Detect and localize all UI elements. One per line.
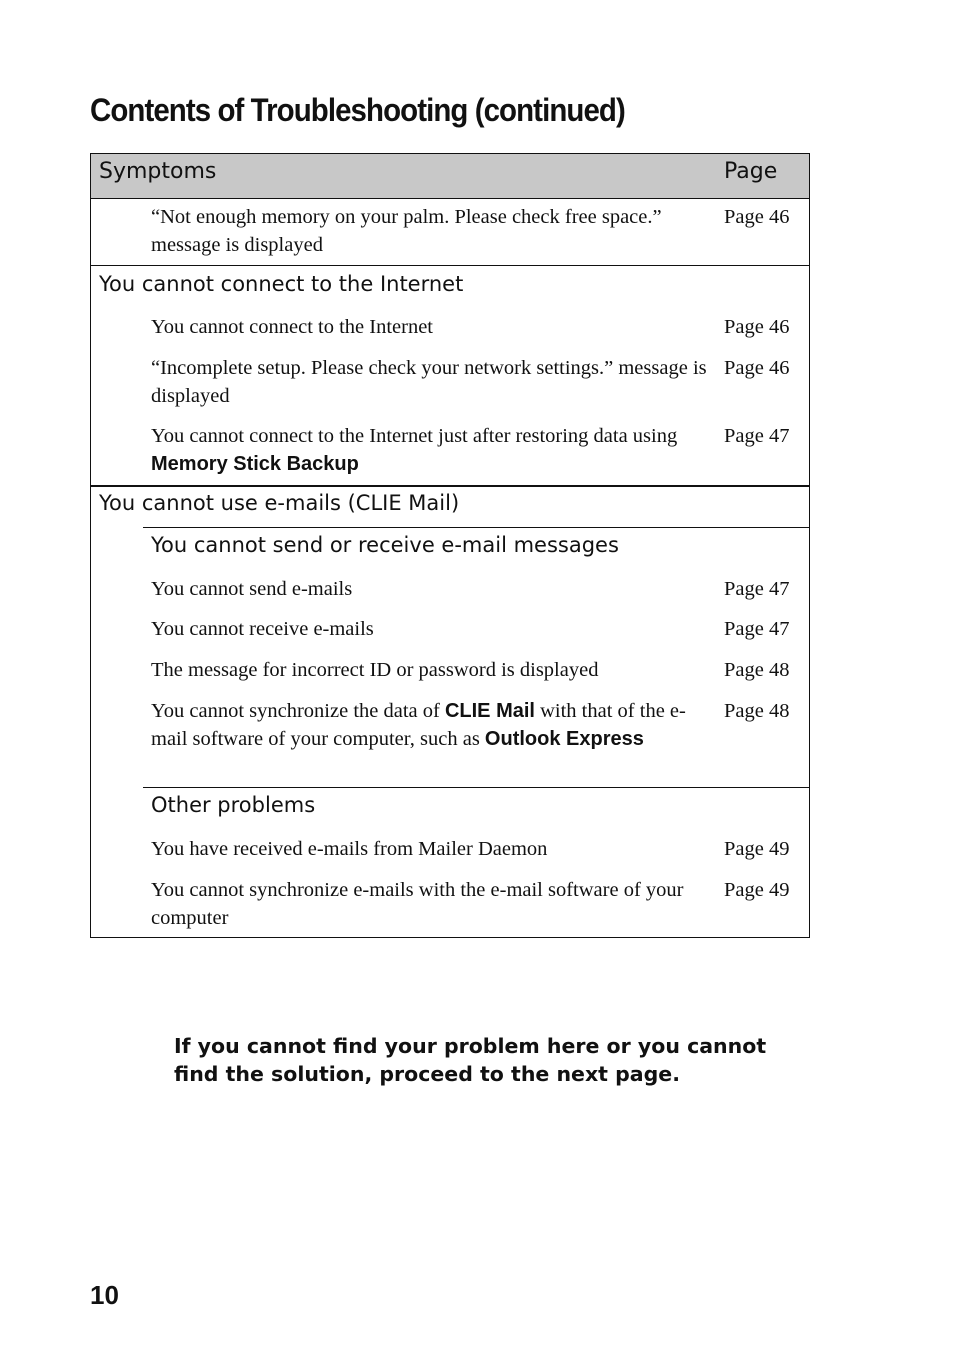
divider (91, 265, 809, 266)
page-number: 10 (90, 1280, 119, 1310)
table-row-page: Page 48 (724, 659, 790, 681)
subsection-heading-other: Other problems (151, 793, 316, 817)
table-row-page: Page 47 (724, 618, 790, 640)
table-row-page: Page 49 (724, 838, 790, 860)
table-row-text: You cannot connect to the Internet (151, 316, 433, 338)
row-text-bold: Memory Stick Backup (151, 452, 359, 475)
table-header (91, 154, 809, 199)
table-row-page: Page 47 (724, 578, 790, 600)
section-heading-email: You cannot use e-mails (CLIE Mail) (99, 491, 460, 515)
table-row-page: Page 46 (724, 316, 790, 338)
table-row-text: You cannot send e-mails (151, 578, 353, 600)
table-row-page: Page 47 (724, 425, 790, 447)
symptoms-column-header: Symptoms (99, 159, 217, 184)
table-row-page: Page 46 (724, 206, 790, 228)
table-row-text: The message for incorrect ID or password is displayed (151, 659, 599, 681)
divider (91, 485, 809, 487)
next-page-note: If you cannot find your problem here or you cannot find the solution, proceed to the next page. (174, 1034, 767, 1086)
subsection-heading-send-receive: You cannot send or receive e-mail messages (151, 533, 619, 557)
row-text-bold: Outlook Express (484, 727, 644, 750)
table-row-page: Page 49 (724, 879, 790, 901)
divider (143, 527, 809, 528)
row-text-bold: CLIE Mail (444, 700, 535, 722)
table-row-text: You cannot synchronize e-mails with the e-mail software of your computer (151, 879, 684, 929)
table-row-page: Page 46 (724, 357, 790, 379)
table-row-text: You cannot receive e-mails (151, 618, 374, 640)
page-title: Contents of Troubleshooting (continued) (90, 92, 625, 128)
table-row-page: Page 48 (724, 700, 790, 722)
table-row-text: You have received e-mails from Mailer Daemon (151, 838, 548, 860)
row-text-plain: You cannot connect to the Internet just after restoring data using (151, 425, 678, 447)
table-row-text: “Incomplete setup. Please check your network settings.” message is displayed (151, 357, 707, 407)
table-row-text (151, 423, 711, 478)
row-text-plain: You cannot synchronize the data of (151, 700, 445, 722)
page-column-header: Page (724, 159, 778, 184)
table-row-text (151, 698, 711, 753)
divider (143, 787, 809, 788)
table-row-text: “Not enough memory on your palm. Please check free space.” message is displayed (151, 206, 662, 256)
row-text-plain: with that of the e-mail software of your computer, such as (151, 700, 686, 750)
section-heading-internet: You cannot connect to the Internet (99, 272, 464, 296)
troubleshooting-table (90, 153, 810, 938)
